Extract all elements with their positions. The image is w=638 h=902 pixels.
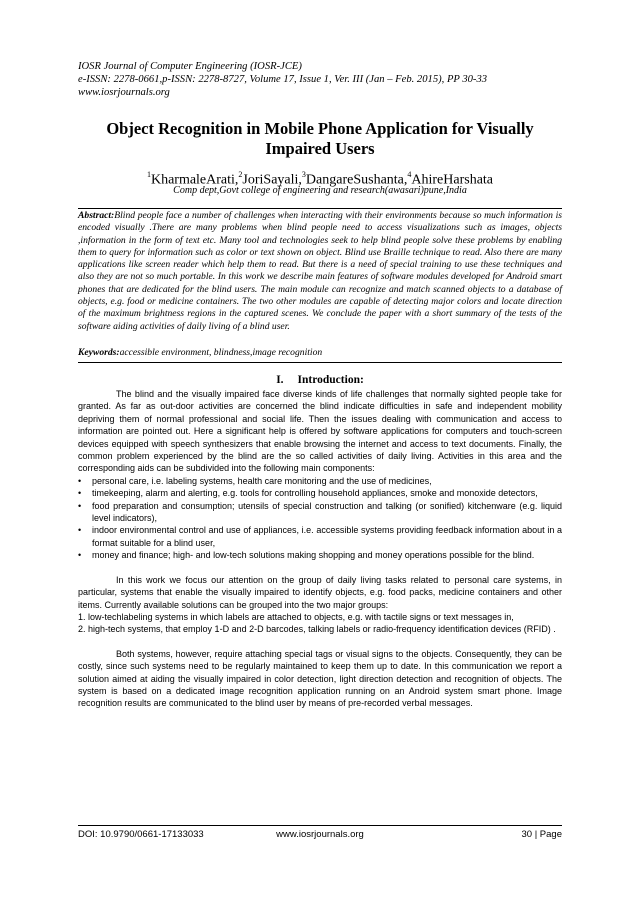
list-item (78, 487, 562, 499)
section-body (78, 388, 562, 710)
journal-website: www.iosrjournals.org (78, 87, 170, 98)
list-item-text: money and finance; high- and low-tech solutions making shopping and money operations possible for the blind. (92, 550, 535, 561)
list-item (78, 500, 562, 525)
intro-paragraph-2: In this work we focus our attention on the group of daily living tasks related to personal care systems, in particular, systems that enable the visually impaired to identify objects, e.g. food packs, medicine containers and other items. Currently available solutions can be grouped into the two major groups: (78, 574, 562, 610)
section-number: I. (276, 374, 284, 386)
list-item-text: personal care, i.e. labeling systems, health care monitoring and the use of medicines, (92, 475, 432, 486)
list-item (78, 475, 562, 487)
author-3-index: 3 (301, 170, 306, 179)
author-2-name: JoriSayali, (242, 172, 302, 188)
author-1-name: KharmaleArati, (150, 172, 239, 188)
footer-page-number: 30 | Page (521, 829, 562, 840)
bullet-icon: • (78, 550, 82, 561)
paper-title: Object Recognition in Mobile Phone Application for Visually Impaired Users (106, 119, 534, 158)
list-item-text: timekeeping, alarm and alerting, e.g. tools for controlling household appliances, smoke and monoxide detectors, (92, 488, 538, 499)
keywords (78, 347, 562, 359)
list-item-text: food preparation and consumption; utensils of special construction and talking (or sonified) kitchenware (e.g. liquid level indicators), (92, 500, 562, 524)
numbered-item-1: 1. low-techlabeling systems in which labels are attached to objects, e.g. with tactile signs or text messages in, (78, 611, 514, 622)
abstract-label: Abstract: (78, 210, 115, 221)
bullet-icon: • (78, 525, 82, 536)
author-4-name: AhireHarshata (411, 172, 494, 188)
abstract (78, 210, 562, 333)
keywords-label: Keywords: (78, 347, 120, 358)
list-item-text: indoor environmental control and use of appliances, i.e. accessible systems providing feedback information about in a format suitable for a blind user, (92, 525, 562, 548)
footer-website: www.iosrjournals.org (276, 829, 364, 840)
list-item (78, 549, 562, 561)
section-heading (78, 373, 562, 387)
bullet-icon: • (78, 488, 82, 499)
journal-name: IOSR Journal of Computer Engineering (IOSR-JCE) (78, 61, 302, 72)
bullet-icon: • (78, 475, 82, 486)
abstract-text: Blind people face a number of challenges when interacting with their environments because so much information is encoded visually .There are many problems when blind people need to access visualizations such as images, objects ,information in the form of text etc. Many tool and technologies seek to help blind people solve these problems by enabling them to query for information such as color or text shown on object. Blind use Braille technique to read. Also there are many applications like screen reader which help them to read. But there is a need of special training to use these techniques and also they are not so much portable. In this work we describe main features of software modules developed for Android smart phones that are dedicated for the blind users. The main module can recognize and match scanned objects to a database of objects, e.g. food or medicine containers. The two other modules are capable of detecting major colors and locate direction of the maximum brightness regions in the captured scenes. We conclude the paper with a short summary of the tests of the software aiding activities of daily living of a blind user. (78, 210, 562, 332)
author-affiliation: Comp dept,Govt college of engineering and research(awasari)pune,India (173, 185, 467, 196)
abstract-top-rule (78, 208, 562, 209)
author-1-index: 1 (146, 170, 151, 179)
list-item (78, 524, 562, 549)
bullet-icon: • (78, 500, 82, 511)
numbered-item-2: 2. high-tech systems, that employ 1-D and 2-D barcodes, talking labels or radio-frequency identification devices (RFID) . (78, 624, 556, 635)
intro-paragraph-3: Both systems, however, require attaching special tags or visual signs to the objects. Consequently, they can be costly, since such systems need to be regularly maintained to keep them up to date. In this communication we report a solution aimed at aiding the visually impaired in color detection, light direction detection and recognition of objects. The system is based on a dedicated image recognition application running on an Android system smart phone. Image recognition results are communicated to the blind user by means of pre-recorded verbal messages. (78, 648, 562, 709)
section-title: Introduction: (297, 374, 364, 386)
abstract-bottom-rule (78, 362, 562, 363)
journal-issn: e-ISSN: 2278-0661,p-ISSN: 2278-8727, Volume 17, Issue 1, Ver. III (Jan – Feb. 2015), PP 30-33 (78, 74, 488, 85)
journal-header (78, 60, 568, 99)
footer-rule (78, 825, 562, 826)
author-2-index: 2 (238, 170, 243, 179)
author-4-index: 4 (407, 170, 412, 179)
footer-doi: DOI: 10.9790/0661-17133033 (78, 829, 204, 840)
author-3-name: DangareSushanta, (305, 172, 408, 188)
components-list (78, 475, 562, 562)
intro-paragraph-1: The blind and the visually impaired face diverse kinds of life challenges that normally sighted people take for granted. As far as out-door activities are concerned the blind indicate difficulties in safe and independent mobility depriving them of normal professional and social life. Then the issues dealing with communication and access to information are pointed out. Here a significant help is offered by software applications for computers and touch-screen devices equipped with speech synthesizers that enable browsing the internet and access to text documents. Finally, the common problem experienced by the blind are the so called activities of daily living. Activities in this area and the corresponding aids can be subdivided into the following main components: (78, 389, 562, 474)
keywords-text: accessible environment, blindness,image recognition (119, 347, 323, 358)
